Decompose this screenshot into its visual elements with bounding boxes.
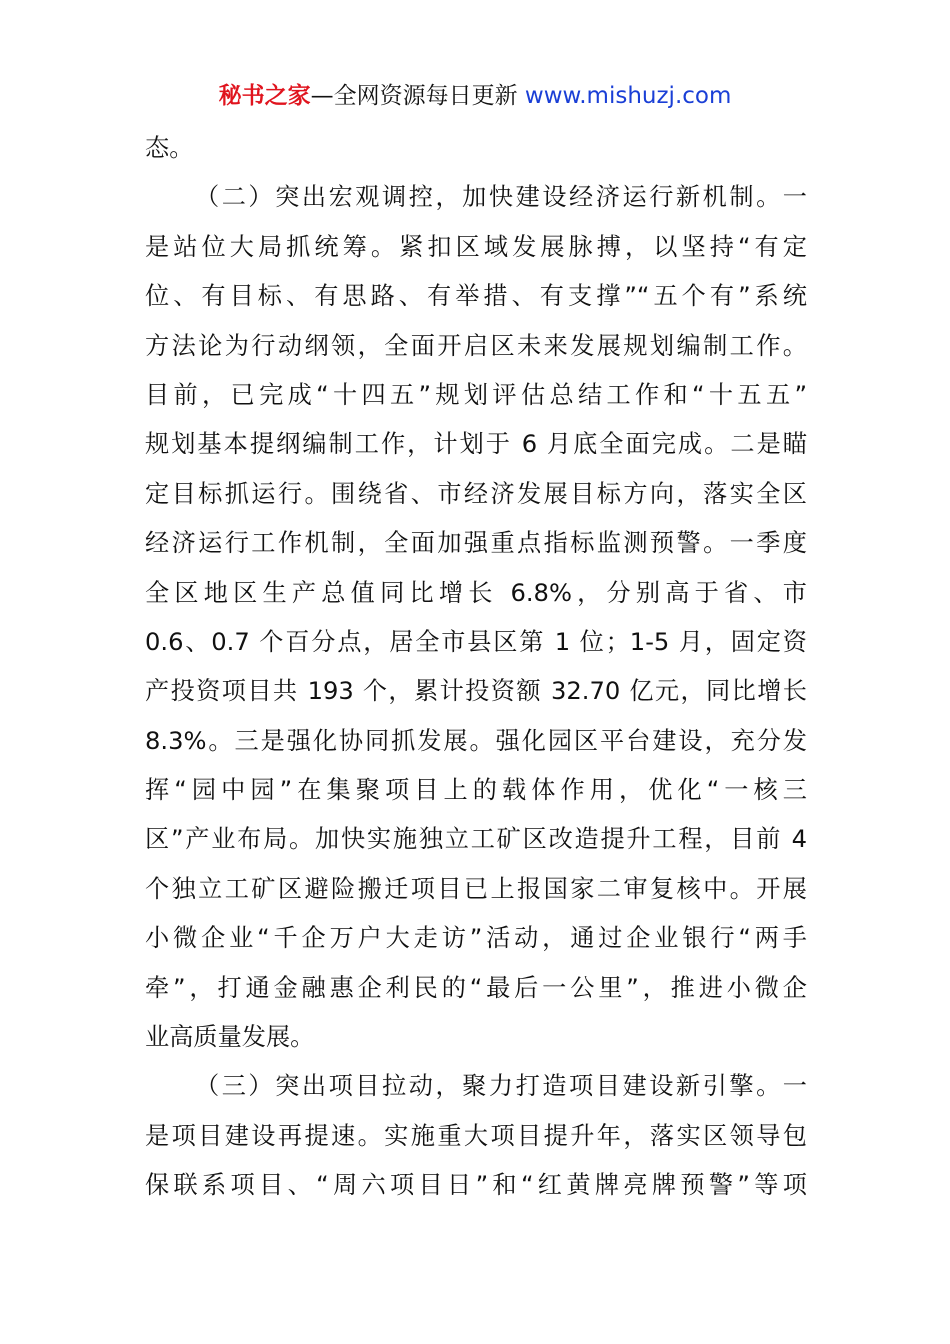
text-line: 保联系项目、“周六项目日”和“红黄牌亮牌预警”等项 xyxy=(145,1171,807,1200)
text-line: 经济运行工作机制，全面加强重点指标监测预警。一季度 xyxy=(145,529,807,558)
paragraph-start-line: （二）突出宏观调控，加快建设经济运行新机制。一 xyxy=(195,183,807,212)
brand-name: 秘书之家 xyxy=(218,83,311,109)
text-line: 位、有目标、有思路、有举措、有支撑”“五个有”系统 xyxy=(145,282,807,311)
text-line: 是站位大局抓统筹。紧扣区域发展脉搏，以坚持“有定 xyxy=(145,232,807,261)
text-line: 牵”，打通金融惠企利民的“最后一公里”，推进小微企 xyxy=(145,973,807,1002)
website-link[interactable]: www.mishuzj.com xyxy=(524,83,732,109)
text-line: 业高质量发展。 xyxy=(145,1023,315,1052)
text-line: 目前，已完成“十四五”规划评估总结工作和“十五五” xyxy=(145,380,807,409)
text-line: 产投资项目共 193 个，累计投资额 32.70 亿元，同比增长 xyxy=(145,677,807,706)
header-tagline: —全网资源每日更新 xyxy=(310,83,525,109)
page-header xyxy=(0,80,950,112)
text-line: 态。 xyxy=(145,134,194,162)
text-line: 个独立工矿区避险搬迁项目已上报国家二审复核中。开展 xyxy=(145,874,807,903)
text-line: 8.3%。三是强化协同抓发展。强化园区平台建设，充分发 xyxy=(145,726,807,755)
text-line: 定目标抓运行。围绕省、市经济发展目标方向，落实全区 xyxy=(145,479,807,508)
text-line: 挥“园中园”在集聚项目上的载体作用，优化“一核三 xyxy=(145,776,807,805)
text-line: 方法论为行动纲领，全面开启区未来发展规划编制工作。 xyxy=(145,331,807,360)
paragraph-start-line: （三）突出项目拉动，聚力打造项目建设新引擎。一 xyxy=(195,1072,807,1101)
text-line: 全区地区生产总值同比增长 6.8%，分别高于省、市 xyxy=(145,578,807,607)
text-line: 小微企业“千企万户大走访”活动，通过企业银行“两手 xyxy=(145,924,807,953)
text-line: 0.6、0.7 个百分点，居全市县区第 1 位；1-5 月，固定资 xyxy=(145,627,807,656)
text-line: 规划基本提纲编制工作，计划于 6 月底全面完成。二是瞄 xyxy=(145,430,807,459)
text-line: 区”产业布局。加快实施独立工矿区改造提升工程，目前 4 xyxy=(145,825,807,854)
document-body xyxy=(145,124,807,1211)
text-line: 是项目建设再提速。实施重大项目提升年，落实区领导包 xyxy=(145,1121,807,1150)
